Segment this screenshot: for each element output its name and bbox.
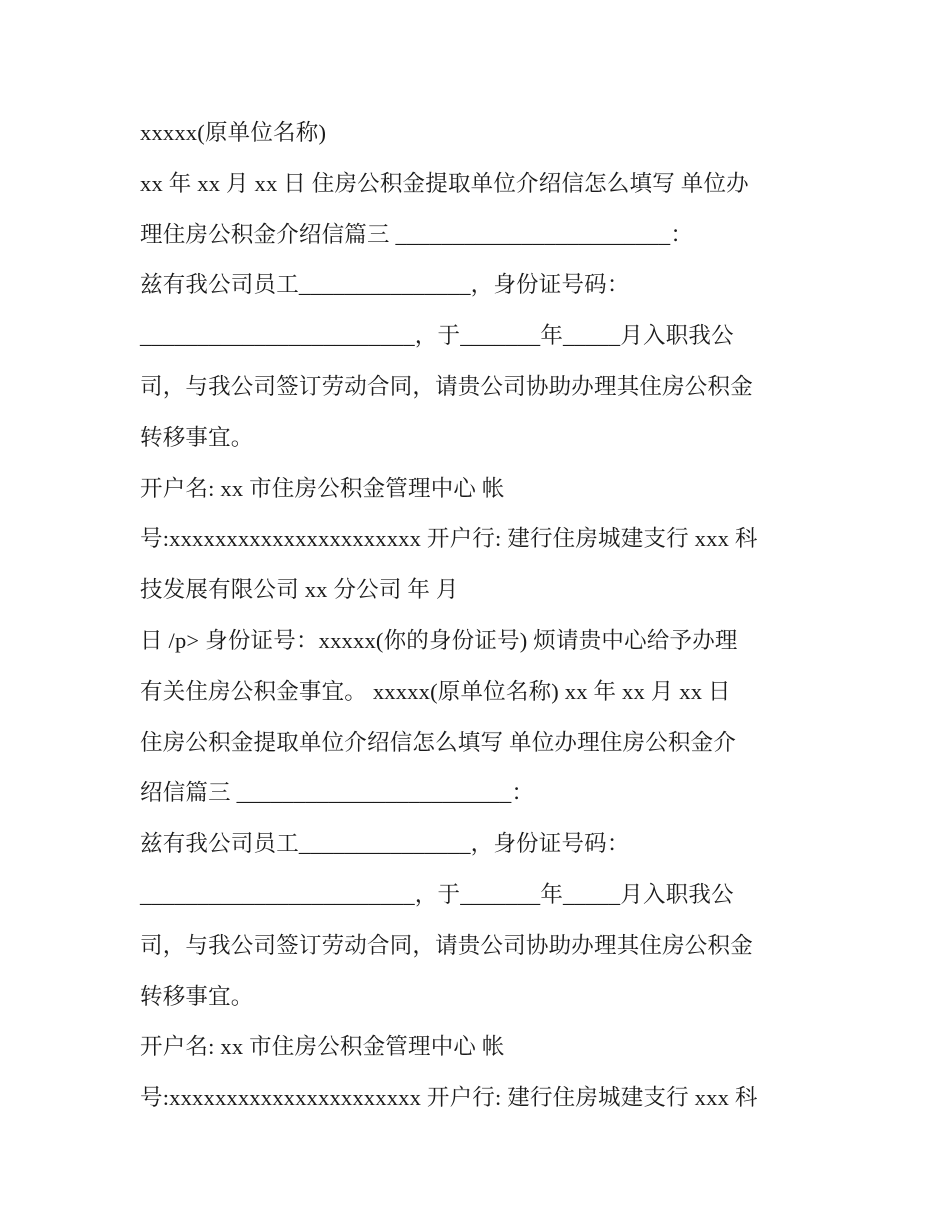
text-line: 号:xxxxxxxxxxxxxxxxxxxxxx 开户行: 建行住房城建支行 xxx 科 [140,526,758,552]
text-line: 兹有我公司员工_______________，身份证号码： [140,831,630,857]
text-line: 住房公积金提取单位介绍信怎么填写 单位办理住房公积金介 [140,729,737,755]
text-line: 日 /p> 身份证号：xxxxx(你的身份证号) 烦请贵中心给予办理 [140,627,738,653]
text-line: 开户名: xx 市住房公积金管理中心 帐 [140,1034,505,1060]
text-line: xx 年 xx 月 xx 日 住房公积金提取单位介绍信怎么填写 单位办 [140,170,749,196]
text-line: ________________________，于_______年_____月入职我公 [140,881,734,907]
document-body [140,108,830,1124]
text-line: ________________________，于_______年_____月入职我公 [140,323,734,349]
text-line: 开户名: xx 市住房公积金管理中心 帐 [140,475,505,501]
text-line: 技发展有限公司 xx 分公司 年 月 [140,577,459,603]
text-line: 理住房公积金介绍信篇三 ________________________： [140,221,694,247]
text-line: 兹有我公司员工_______________，身份证号码： [140,272,630,298]
text-line: 司，与我公司签订劳动合同，请贵公司协助办理其住房公积金 [140,932,753,958]
text-line: 号:xxxxxxxxxxxxxxxxxxxxxx 开户行: 建行住房城建支行 xxx 科 [140,1085,758,1111]
text-line: xxxxx(原单位名称) [140,120,327,145]
text-line: 转移事宜。 [140,424,254,450]
text-line: 司，与我公司签订劳动合同，请贵公司协助办理其住房公积金 [140,373,753,399]
text-line: 转移事宜。 [140,983,254,1009]
text-line: 绍信篇三 ________________________： [140,780,535,806]
text-line: 有关住房公积金事宜。 xxxxx(原单位名称) xx 年 xx 月 xx 日 [140,678,731,704]
